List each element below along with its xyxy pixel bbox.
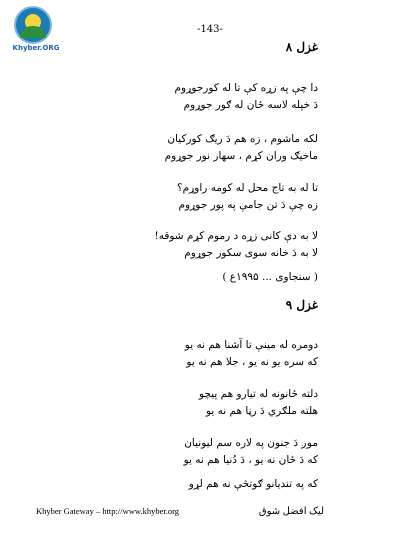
verse-line: ماخیګ وران کړم ، سهار نور جوړوم: [164, 150, 318, 162]
verse-line: موږ دَ جنون په لاره سم لیونیان: [184, 437, 318, 449]
poem-date: ( سنجاوی ... ۱۹۹۵ع ): [222, 271, 318, 283]
logo-text: Khyber.ORG: [12, 44, 60, 52]
verse-line: هلته ملګري دَ رڼا هم نه یو: [205, 405, 318, 417]
verse-line: لا به دَ خانه سوی سکور جوړوم: [184, 247, 318, 259]
verse-line: که په تندیانو ګوتڅې نه هم لړو: [188, 478, 318, 490]
verse-line: تا له به تاج محل له کومه راوړم؟: [177, 182, 318, 194]
verse-line: زه چې دَ تن جامې په پور جوړوم: [178, 199, 318, 211]
verse-line: دا چې په زړه کې تا له کورجوړوم: [174, 82, 318, 94]
verse-line: که دَ ځان نه یو ، دَ دُنیا هم نه یو: [183, 454, 318, 466]
verse-line: دومره له مینې تا آشنا هم نه یو: [184, 339, 318, 351]
verse-line: دَ خپله لاسه ځان له ګور جوړوم: [183, 99, 318, 111]
ghazal-9-title: غزل ۹: [285, 298, 318, 312]
verse-line: دلته ځانونه له تیارو هم پیچو: [198, 388, 318, 400]
page-number: -143-: [197, 24, 223, 35]
footer-author: لیک افضل شوق: [258, 506, 324, 517]
verse-line: لا به دې کانی زړه د رموم کړم شوقه!: [154, 230, 318, 242]
ghazal-8-title: غزل ۸: [285, 40, 318, 54]
verse-line: لکه ماشوم ، زه هم دَ ریګ کورکیان: [167, 133, 318, 145]
footer-source: Khyber Gateway – http://www.khyber.org: [36, 506, 180, 516]
verse-line: که سره یو نه یو ، جلا هم نه یو: [186, 356, 318, 368]
